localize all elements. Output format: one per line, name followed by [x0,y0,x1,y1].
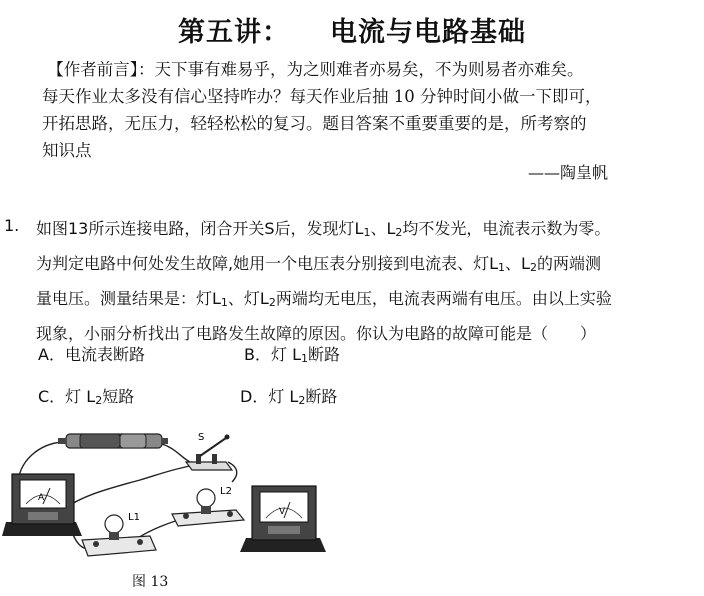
preface-line-3: 开拓思路，无压力，轻轻松松的复习。题目答案不重要重要的是，所考察的 [42,114,587,133]
author-preface [42,56,682,164]
ammeter [2,474,82,536]
preface-line-4: 知识点 [42,141,92,160]
question-line-2: 为判定电路中何处发生故障,她用一个电压表分别接到电流表、灯$L_1$、$L_2$的两端测 [36,254,601,274]
question-number: 1. [4,216,20,235]
option-c[interactable]: C．灯 $L_2$短路 [38,387,135,407]
option-d[interactable]: D．灯 $L_2$断路 [240,387,338,407]
option-a[interactable]: A．电流表断路 [38,345,145,364]
wire-battery-switch [162,444,190,462]
wire-switch-l2 [228,462,237,482]
lamp-l2 [172,486,244,526]
title-lecture: 第五讲： [178,17,290,48]
page-title [0,10,704,49]
question-line-3: 量电压。测量结果是：灯$L_1$、灯$L_2$两端均无电压，电流表两端有电压。由以上实验 [36,289,612,309]
figure-caption: 图 13 [132,574,169,590]
battery [58,434,168,448]
preface-label: 【作者前言】： [47,60,155,79]
lamp-l2-label: L2 [220,486,232,497]
circuit-figure [0,418,350,568]
preface-author: ——陶皇帆 [528,163,609,182]
question-text [36,213,676,349]
preface-line-2: 每天作业太多没有信心坚持咋办？每天作业后抽 10 分钟时间小做一下即可， [42,87,602,106]
question-line-1: 如图13所示连接电路，闭合开关S后，发现灯$L_1$、$L_2$均不发光，电流表示数为零。 [36,219,611,239]
voltmeter [240,486,326,552]
option-b[interactable]: B．灯 $L_1$断路 [244,345,340,365]
ammeter-label: A [38,493,45,503]
lamp-l1-label: L1 [128,512,140,523]
voltmeter-label: V [279,507,286,517]
question-line-4: 现象，小丽分析找出了电路发生故障的原因。你认为电路的故障可能是（ ） [36,324,597,343]
switch-label: S [198,432,205,443]
wire-ammeter-switch [60,466,190,514]
switch [186,432,232,470]
title-topic: 电流与电路基础 [330,17,526,48]
preface-line-1: 【作者前言】：天下事有难易乎，为之则难者亦易矣，不为则易者亦难矣。 [47,60,584,79]
